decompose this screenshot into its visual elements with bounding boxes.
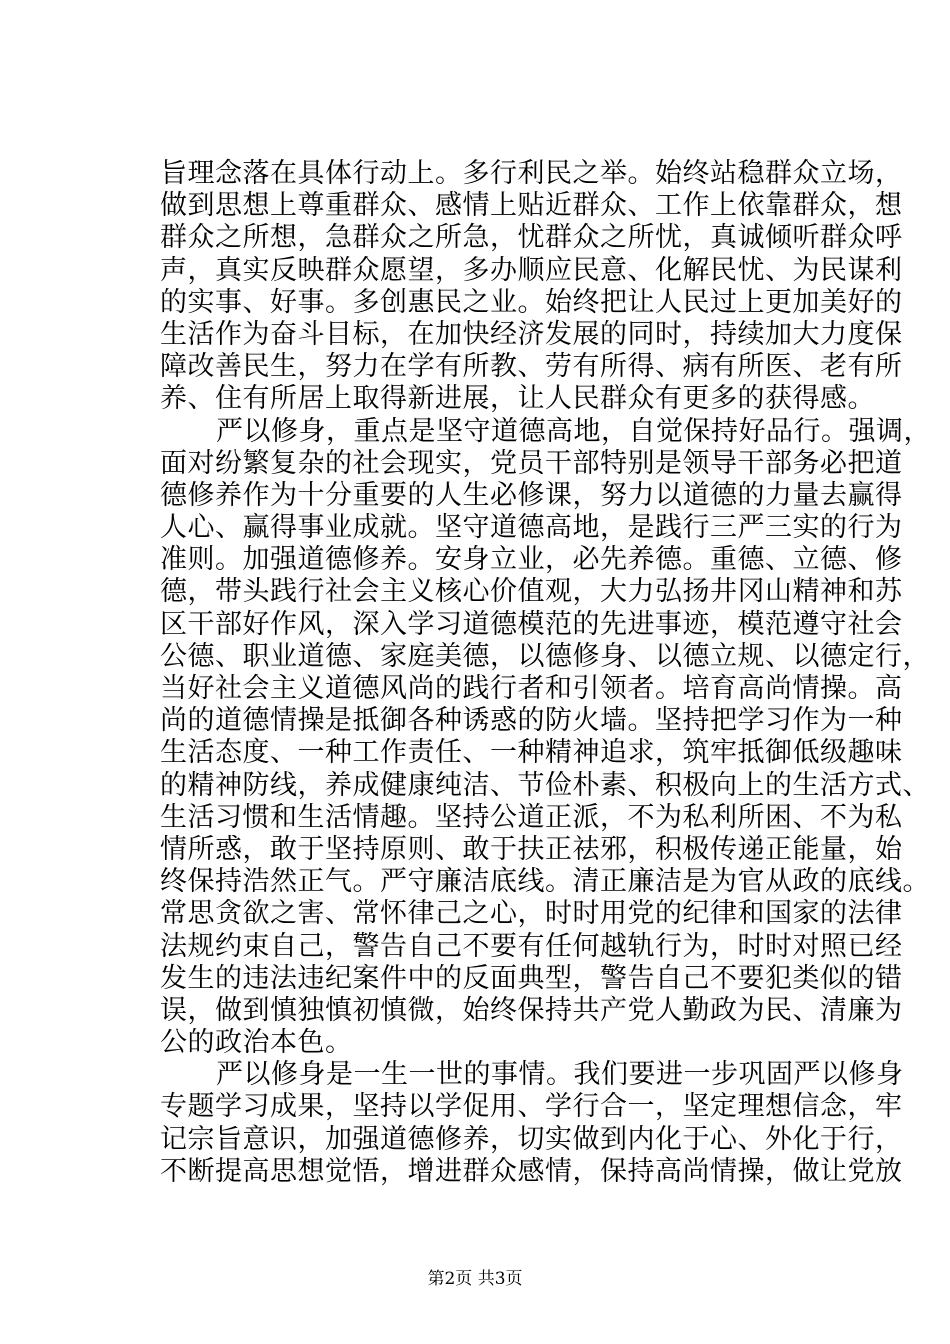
text-line: 当好社会主义道德风尚的践行者和引领者。培育高尚情操。高: [160, 673, 903, 704]
text-line: 发生的违法违纪案件中的反面典型，警告自己不要犯类似的错: [160, 962, 903, 994]
text-line: 的精神防线，养成健康纯洁、节俭朴素、积极向上的生活方式、: [160, 769, 930, 801]
document-body: [160, 158, 931, 1188]
text-line: 记宗旨意识，加强道德修养，切实做到内化于心、外化于行，: [160, 1123, 903, 1155]
text-line: 严以修身是一生一世的事情。我们要进一步巩固严以修身: [216, 1059, 904, 1091]
text-line: 做到思想上尊重群众、感情上贴近群众、工作上依靠群众，想: [160, 190, 903, 222]
text-line: 不断提高思想觉悟，增进群众感情，保持高尚情操，做让党放: [160, 1155, 903, 1187]
text-line: 常思贪欲之害、常怀律己之心，时时用党的纪律和国家的法律: [160, 898, 903, 930]
text-line: 公德、职业道德、家庭美德，以德修身、以德立规、以德定行，: [160, 640, 930, 672]
text-line: 生活作为奋斗目标，在加快经济发展的同时，持续加大力度保: [160, 318, 903, 350]
text-line: 严以修身，重点是坚守道德高地，自觉保持好品行。强调，: [216, 415, 931, 447]
text-line: 终保持浩然正气。严守廉洁底线。清正廉洁是为官从政的底线。: [160, 866, 930, 898]
text-line: 生活习惯和生活情趣。坚持公道正派，不为私利所困、不为私: [160, 801, 903, 833]
text-line: 生活态度、一种工作责任、一种精神追求，筑牢抵御低级趣味: [160, 737, 903, 769]
text-line: 旨理念落在具体行动上。多行利民之举。始终站稳群众立场，: [160, 158, 903, 189]
text-line: 德，带头践行社会主义核心价值观，大力弘扬井冈山精神和苏: [160, 576, 903, 608]
text-line: 面对纷繁复杂的社会现实，党员干部特别是领导干部务必把道: [160, 447, 903, 479]
text-line: 尚的道德情操是抵御各种诱惑的防火墙。坚持把学习作为一种: [160, 705, 903, 737]
text-line: 情所惑，敢于坚持原则、敢于扶正祛邪，积极传递正能量，始: [160, 833, 903, 865]
text-line: 误，做到慎独慎初慎微，始终保持共产党人勤政为民、清廉为: [160, 994, 903, 1026]
text-line: 德修养作为十分重要的人生必修课，努力以道德的力量去赢得: [160, 479, 903, 511]
text-line: 区干部好作风，深入学习道德模范的先进事迹，模范遵守社会: [160, 608, 903, 640]
text-line: 人心、赢得事业成就。坚守道德高地，是践行三严三实的行为: [160, 512, 903, 544]
page-footer: 第2页 共3页: [427, 1269, 523, 1289]
text-line: 养、住有所居上取得新进展，让人民群众有更多的获得感。: [160, 383, 875, 415]
text-line: 声，真实反映群众愿望，多办顺应民意、化解民忧、为民谋利: [160, 254, 903, 286]
text-line: 群众之所想，急群众之所急，忧群众之所忧，真诚倾听群众呼: [160, 222, 903, 254]
text-line: 法规约束自己，警告自己不要有任何越轨行为，时时对照已经: [160, 930, 903, 962]
text-line: 准则。加强道德修养。安身立业，必先养德。重德、立德、修: [160, 544, 903, 576]
text-line: 障改善民生，努力在学有所教、劳有所得、病有所医、老有所: [160, 351, 903, 383]
text-line: 公的政治本色。: [160, 1027, 353, 1059]
text-line: 的实事、好事。多创惠民之业。始终把让人民过上更加美好的: [160, 286, 903, 318]
text-line: 专题学习成果，坚持以学促用、学行合一，坚定理想信念，牢: [160, 1091, 903, 1123]
